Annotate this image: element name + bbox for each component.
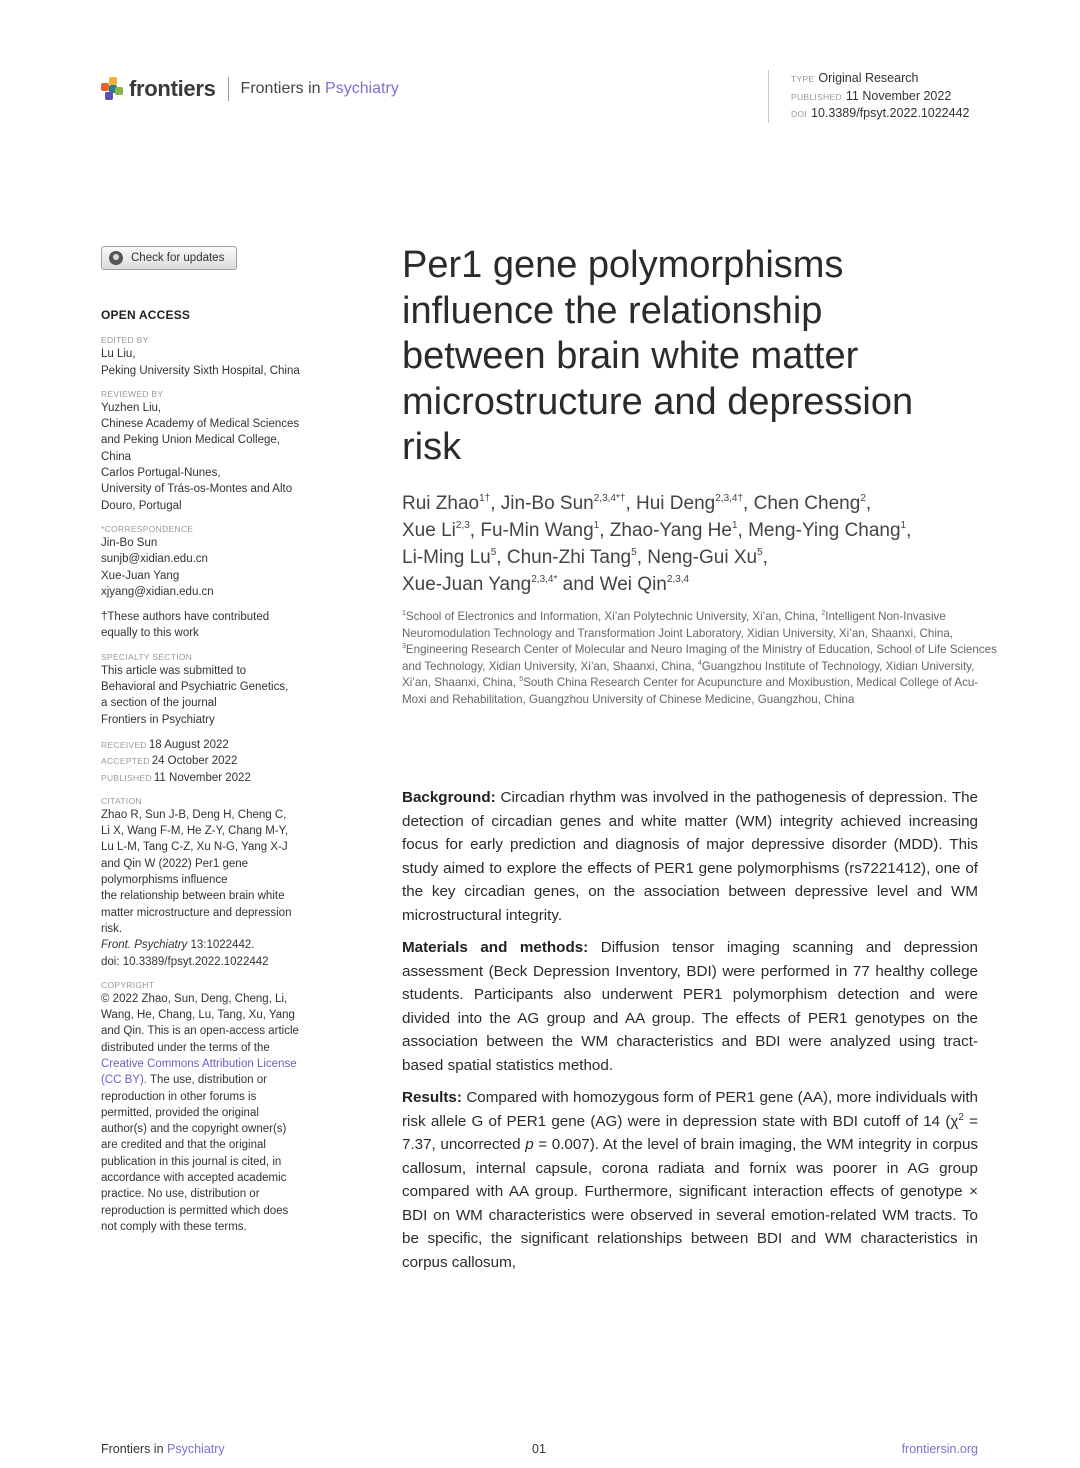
journal-header-logo bbox=[101, 76, 399, 102]
author[interactable]: Xue Li$^{2,3}$ bbox=[402, 520, 470, 541]
check-for-updates-button[interactable] bbox=[101, 246, 237, 270]
author[interactable]: Wei Qin$^{2,3,4}$ bbox=[599, 574, 690, 595]
published-date: PUBLISHED 11 November 2022 bbox=[101, 771, 251, 784]
author[interactable]: Jin-Bo Sun$^{2,3,4*\dagger}$ bbox=[500, 493, 626, 514]
article-dates bbox=[101, 737, 329, 786]
abstract-background: Background: Circadian rhythm was involved in the pathogenesis of depression. The detection of circadian genes and white matter (WM) integrity achieved increasing focus for early prediction and diagnosis of major depressive disorder (MDD). This study aimed to explore the effects of PER1 gene polymorphisms (rs7221412), one of the key circadian genes, on the association between depressive level and WM microstructural integrity. bbox=[402, 789, 978, 924]
citation: Zhao R, Sun J-B, Deng H, Cheng C, Li X, Wang F-M, He Z-Y, Chang M-Y, Lu L-M, Tang C-Z, Xu N-G, Yang X-J and Qin W (2022) Per1 gene polymorphisms influence the relationship between brain white matter microstructure and depression risk. Front. Psychiatry 13:1022442. doi: 10.3389/fpsyt.2022.1022442 bbox=[101, 808, 292, 968]
reviewed-by: Yuzhen Liu, Chinese Academy of Medical Sciences and Peking Union Medical College, China Carlos Portugal-Nunes, University of Trás-os-Montes and Alto Douro, Portugal bbox=[101, 401, 300, 512]
author[interactable]: Meng-Ying Chang$^1$ bbox=[748, 520, 907, 541]
crossmark-icon bbox=[109, 251, 123, 265]
affiliations: $^1$School of Electronics and Information, Xi’an Polytechnic University, Xi’an, China, $^2$Intelligent Non-Invasive Neuromodulation Technology and Transformation Joint Laboratory, Xidian University, Xi’an, Shaanxi, China, $^3$Engineering Research Center of Molecular and Neuro Imaging of the Ministry of Education, School of Life Sciences and Technology, Xidian University, Xi’an, Shaanxi, China, $^4$Guangzhou Institute of Technology, Xidian University, Xi’an, Shaanxi, China, $^5$South China Research Center for Acupuncture and Moxibustion, Medical College of Acu-Moxi and Rehabilitation, Guangzhou University of Chinese Medicine, Guangzhou, China bbox=[402, 610, 997, 706]
email-link[interactable]: sunjb@xidian.edu.cn bbox=[101, 553, 208, 566]
specialty-heading: SPECIALTY SECTION bbox=[101, 651, 193, 662]
author[interactable]: Chen Cheng$^2$ bbox=[753, 493, 866, 514]
specialty-section: This article was submitted to Behavioral and Psychiatric Genetics, a section of the journal Frontiers in Psychiatry bbox=[101, 664, 289, 726]
contribution-note: †These authors have contributed equally to this work bbox=[101, 611, 270, 640]
license-link-cc-by[interactable]: (CC BY). bbox=[101, 1074, 147, 1087]
check-updates-label: Check for updates bbox=[131, 251, 225, 264]
reviewed-by-heading: REVIEWED BY bbox=[101, 388, 164, 399]
correspondence-heading: *CORRESPONDENCE bbox=[101, 523, 194, 534]
open-access-label: OPEN ACCESS bbox=[101, 308, 191, 322]
author[interactable]: Zhao-Yang He$^1$ bbox=[609, 520, 738, 541]
frontiers-logo-icon bbox=[101, 77, 123, 101]
author[interactable]: Li-Ming Lu$^5$ bbox=[402, 547, 497, 568]
footer-site-link[interactable]: frontiersin.org bbox=[901, 1442, 978, 1456]
footer-journal: Frontiers in Psychiatry bbox=[101, 1442, 225, 1456]
author[interactable]: Rui Zhao$^{1\dagger}$ bbox=[402, 493, 491, 514]
author[interactable]: Fu-Min Wang$^1$ bbox=[480, 520, 600, 541]
accepted-date: ACCEPTED 24 October 2022 bbox=[101, 755, 238, 768]
author[interactable]: Hui Deng$^{2,3,4\dagger}$ bbox=[636, 493, 744, 514]
abstract-methods: Materials and methods: Diffusion tensor imaging scanning and depression assessment (Beck Depression Inventory, BDI) were performed in 77 healthy college students. Participants also underwent PER1 polymorphism detection and were divided into the AG group and AA group. The effects of PER1 genotypes on the association between the WM characteristics and BDI were analyzed using tract-based spatial statistics method. bbox=[402, 939, 978, 1074]
correspondence: Jin-Bo Sun sunjb@xidian.edu.cn Xue-Juan Yang xjyang@xidian.edu.cn bbox=[101, 535, 329, 600]
email-link[interactable]: xjyang@xidian.edu.cn bbox=[101, 585, 214, 598]
meta-published: PUBLISHED 11 November 2022 bbox=[791, 88, 952, 103]
edited-by-heading: EDITED BY bbox=[101, 335, 149, 346]
citation-heading: CITATION bbox=[101, 795, 142, 806]
page-number: 01 bbox=[532, 1442, 546, 1456]
brand-name: frontiers bbox=[129, 76, 216, 101]
received-date: RECEIVED 18 August 2022 bbox=[101, 738, 229, 751]
copyright: © 2022 Zhao, Sun, Deng, Cheng, Li, Wang, He, Chang, Lu, Tang, Xu, Yang and Qin. This is an open-access article distributed under the terms of the Creative Commons Attribution License (CC BY). The use, distribution or reproduction in other forums is permitted, provided the original author(s) and the copyright owner(s) are credited and that the original publication in this journal is cited, in accordance with accepted academic practice. No use, distribution or reproduction is permitted which does not comply with these terms. bbox=[101, 991, 329, 1235]
journal-name: Frontiers in Psychiatry bbox=[240, 80, 399, 97]
meta-type: TYPE Original Research bbox=[791, 71, 919, 85]
author[interactable]: Neng-Gui Xu$^5$ bbox=[647, 547, 763, 568]
logo-divider bbox=[228, 77, 229, 101]
author[interactable]: Chun-Zhi Tang$^5$ bbox=[506, 547, 637, 568]
meta-doi[interactable]: DOI 10.3389/fpsyt.2022.1022442 bbox=[791, 106, 970, 120]
copyright-heading: COPYRIGHT bbox=[101, 979, 155, 990]
author[interactable]: Xue-Juan Yang$^{2,3,4*}$ bbox=[402, 574, 558, 595]
license-link[interactable]: Creative Commons Attribution License bbox=[101, 1057, 297, 1070]
article-meta bbox=[768, 70, 970, 123]
abstract bbox=[402, 786, 978, 1283]
abstract-results: Results: Compared with homozygous form of PER1 gene (AA), more individuals with risk allele G of PER1 gene (AG) were in depression state with BDI cutoff of 14 ($\chi^2 = 7.37$, uncorrected p = 0.007). At the level of brain imaging, the WM integrity in corpus callosum, internal capsule, corona radiata and fornix was poorer in AG group compared with AA group. Furthermore, significant interaction effects of genotype × BDI on WM characteristics were observed in several emotion-related WM tracts. To be specific, the significant relationships between BDI and WM characteristics in corpus callosum, bbox=[402, 1089, 978, 1271]
edited-by: Lu Liu, Peking University Sixth Hospital, China bbox=[101, 348, 300, 377]
article-title: Per1 gene polymorphisms influence the relationship between brain white matter microstructure and depression risk bbox=[402, 244, 914, 468]
author-list: Rui Zhao$^{1\dagger}$, Jin-Bo Sun$^{2,3,4*\dagger}$, Hui Deng$^{2,3,4\dagger}$, Chen Cheng$^2$, Xue Li$^{2,3}$, Fu-Min Wang$^1$, Zhao-Yang He$^1$, Meng-Ying Chang$^1$, Li-Ming Lu$^5$, Chun-Zhi Tang$^5$, Neng-Gui Xu$^5$, Xue-Juan Yang$^{2,3,4*}$ and Wei Qin$^{2,3,4}$ bbox=[402, 493, 912, 595]
sidebar bbox=[101, 246, 329, 1235]
